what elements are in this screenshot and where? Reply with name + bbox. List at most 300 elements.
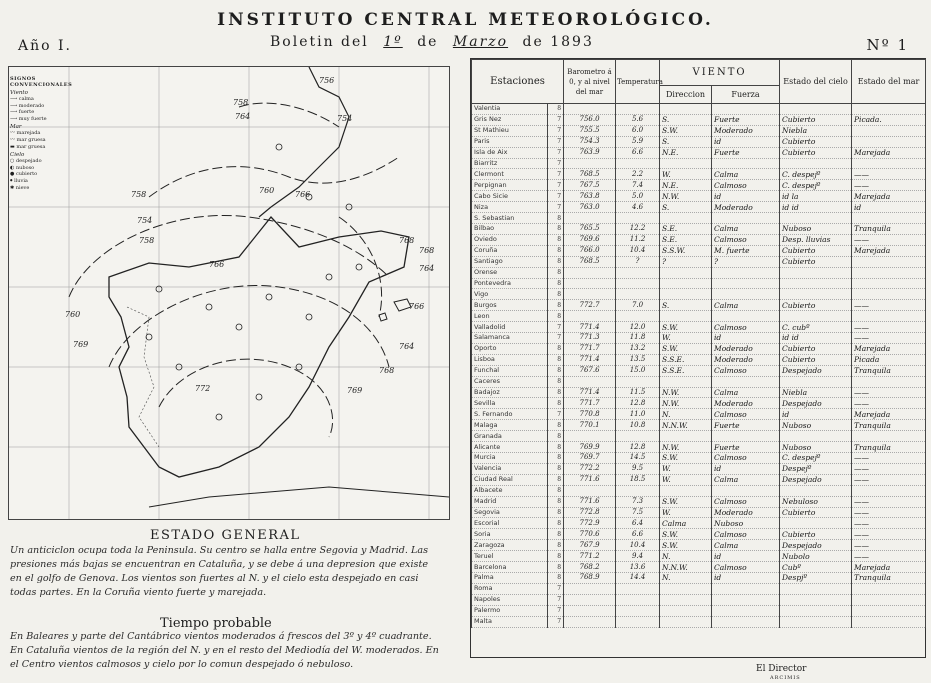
header-fuerza: Fuerza [712, 86, 780, 104]
station-name: Roma [472, 583, 548, 594]
wind-force: M. fuerte [712, 245, 780, 256]
wind-direction: N.W. [660, 387, 712, 398]
barometer-value: 768.5 [564, 169, 616, 180]
sea-state: —— [852, 169, 926, 180]
bulletin-day: 1º [383, 34, 403, 50]
isobar-label: 766 [409, 302, 425, 311]
obs-hour: 8 [548, 267, 564, 278]
table-row [472, 496, 926, 507]
barometer-value: 772.9 [564, 518, 616, 529]
station-name: Oviedo [472, 234, 548, 245]
sea-state [852, 136, 926, 147]
station-name: Alicante [472, 442, 548, 453]
station-name: Badajoz [472, 387, 548, 398]
temperature-value: 12.2 [616, 223, 660, 234]
isobar-label: 766 [209, 260, 225, 269]
wind-force: Calmoso [712, 322, 780, 333]
temperature-value: 7.5 [616, 507, 660, 518]
table-row [472, 562, 926, 573]
temperature-value: 9.5 [616, 463, 660, 474]
barometer-value: 770.1 [564, 420, 616, 431]
station-name: Biarritz [472, 158, 548, 169]
bulletin-de: de [417, 34, 439, 50]
table-row [472, 551, 926, 562]
station-name: Zaragoza [472, 540, 548, 551]
table-row [472, 267, 926, 278]
sky-state: Cubierto [780, 507, 852, 518]
sky-state [780, 594, 852, 605]
wind-force: Calmoso [712, 365, 780, 376]
sea-state [852, 158, 926, 169]
table-row [472, 354, 926, 365]
legend-item: ⟶ moderado [10, 102, 45, 109]
station-name: Murcia [472, 453, 548, 464]
station-name: Caceres [472, 376, 548, 387]
temperature-value: 11.5 [616, 387, 660, 398]
table-row [472, 202, 926, 213]
obs-hour: 7 [548, 583, 564, 594]
header-viento: VIENTO [660, 60, 780, 86]
sky-state: Cubº [780, 562, 852, 573]
header-estaciones: Estaciones [472, 60, 564, 104]
station-name: Soria [472, 529, 548, 540]
table-row [472, 540, 926, 551]
table-row [472, 572, 926, 583]
sea-state: Tranquila [852, 223, 926, 234]
temperature-value: 7.0 [616, 300, 660, 311]
wind-direction [660, 376, 712, 387]
sky-state: Cubierto [780, 245, 852, 256]
sky-state [780, 104, 852, 115]
sea-state: Picada. [852, 114, 926, 125]
legend-item: ⟶ fuerte [10, 109, 35, 116]
sky-state [780, 213, 852, 224]
isobar-label: 772 [195, 384, 211, 393]
barometer-value: 771.7 [564, 343, 616, 354]
temperature-value [616, 376, 660, 387]
wind-force: Calma [712, 474, 780, 485]
wind-direction [660, 594, 712, 605]
tiempo-probable-title: Tiempo probable [160, 616, 272, 631]
table-row [472, 136, 926, 147]
sea-state: —— [852, 463, 926, 474]
station-name: Burgos [472, 300, 548, 311]
temperature-value [616, 431, 660, 442]
station-marks [146, 144, 362, 420]
obs-hour: 8 [548, 474, 564, 485]
barometer-value: 769.6 [564, 234, 616, 245]
temperature-value: 18.5 [616, 474, 660, 485]
isobar-label: 764 [419, 264, 435, 273]
legend-item: ⟶ muy fuerte [10, 115, 47, 122]
obs-hour: 8 [548, 398, 564, 409]
obs-hour: 8 [548, 223, 564, 234]
barometer-value: 771.2 [564, 551, 616, 562]
barometer-value: 771.6 [564, 496, 616, 507]
station-name: Madrid [472, 496, 548, 507]
station-name: Granada [472, 431, 548, 442]
barometer-value [564, 289, 616, 300]
legend-mar-label: Mar [10, 124, 22, 131]
temperature-value: 6.0 [616, 125, 660, 136]
table-row [472, 616, 926, 627]
sky-state: Cubierto [780, 114, 852, 125]
station-name: Napoles [472, 594, 548, 605]
wind-direction: N.N.W. [660, 562, 712, 573]
wind-direction: S. [660, 136, 712, 147]
sky-state: Cubierto [780, 147, 852, 158]
station-name: Teruel [472, 551, 548, 562]
sea-state: Tranquila [852, 442, 926, 453]
wind-direction: S.W. [660, 125, 712, 136]
table-row [472, 474, 926, 485]
station-name: Bilbao [472, 223, 548, 234]
sea-state [852, 311, 926, 322]
isobar-label: 758 [139, 236, 155, 245]
wind-direction [660, 616, 712, 627]
bulletin-title: INSTITUTO CENTRAL METEOROLÓGICO. [217, 10, 714, 30]
obs-hour: 8 [548, 507, 564, 518]
table-row [472, 594, 926, 605]
wind-force [712, 583, 780, 594]
isobar-label: 768 [379, 366, 395, 375]
observations-table [471, 59, 926, 628]
barometer-value: 768.9 [564, 572, 616, 583]
sky-state: Niebla [780, 125, 852, 136]
barometer-value: 771.3 [564, 333, 616, 344]
obs-hour: 7 [548, 333, 564, 344]
barometer-value: 765.5 [564, 223, 616, 234]
wind-force [712, 104, 780, 115]
wind-direction: S.E. [660, 234, 712, 245]
sea-state [852, 267, 926, 278]
obs-hour: 8 [548, 311, 564, 322]
temperature-value: 5.6 [616, 114, 660, 125]
barometer-value: 756.0 [564, 114, 616, 125]
station-name: Valencia [472, 463, 548, 474]
table-row [472, 485, 926, 496]
iberia-coast [109, 217, 409, 477]
table-row [472, 453, 926, 464]
station-name: Paris [472, 136, 548, 147]
table-row [472, 125, 926, 136]
header-mar: Estado del mar [852, 60, 926, 104]
isobar-label: 769 [347, 386, 363, 395]
barometer-value: 771.4 [564, 322, 616, 333]
sky-state [780, 431, 852, 442]
wind-force: Fuerte [712, 420, 780, 431]
temperature-value: 11.8 [616, 333, 660, 344]
wind-direction [660, 158, 712, 169]
wind-direction [660, 605, 712, 616]
obs-hour: 7 [548, 322, 564, 333]
sea-state: Marejada [852, 343, 926, 354]
wind-direction: S.W. [660, 322, 712, 333]
barometer-value: 771.4 [564, 354, 616, 365]
sky-state: Nubolo [780, 551, 852, 562]
obs-hour: 7 [548, 136, 564, 147]
sky-state [780, 376, 852, 387]
station-name: Segovia [472, 507, 548, 518]
wind-force [712, 485, 780, 496]
director-signature: ARCIMIS [770, 675, 801, 681]
wind-direction [660, 278, 712, 289]
station-name: Salamanca [472, 333, 548, 344]
table-row [472, 191, 926, 202]
station-name: S. Sebastian [472, 213, 548, 224]
obs-hour: 7 [548, 125, 564, 136]
sky-state: Nuboso [780, 420, 852, 431]
temperature-value: 10.4 [616, 245, 660, 256]
barometer-value: 754.3 [564, 136, 616, 147]
temperature-value: 14.5 [616, 453, 660, 464]
wind-force [712, 605, 780, 616]
tiempo-probable-text: En Baleares y parte del Cantábrico vientos moderados á frescos del 3º y 4º cuadrante. En Cataluña vientos de la región del N. y en el resto del Mediodía del W. moderados. En el Centro vientos calmosos y cielo por lo comun despejado ó nebuloso. [10, 631, 439, 670]
barometer-value: 772.2 [564, 463, 616, 474]
wind-direction [660, 104, 712, 115]
temperature-value [616, 605, 660, 616]
table-row [472, 343, 926, 354]
isobar-label: 754 [137, 216, 153, 225]
temperature-value [616, 289, 660, 300]
temperature-value [616, 485, 660, 496]
obs-hour: 7 [548, 605, 564, 616]
station-name: Lisboa [472, 354, 548, 365]
sky-state: Cubierto [780, 354, 852, 365]
wind-direction: N.W. [660, 191, 712, 202]
wind-direction: N. [660, 409, 712, 420]
wind-direction: N. [660, 572, 712, 583]
table-row [472, 311, 926, 322]
isobar-label: 760 [259, 186, 275, 195]
bulletin-year: de 1893 [522, 34, 594, 50]
sea-state: —— [852, 540, 926, 551]
isobar-label: 754 [337, 114, 353, 123]
wind-force: Moderado [712, 507, 780, 518]
table-row [472, 322, 926, 333]
wind-force: Calmoso [712, 234, 780, 245]
temperature-value: 14.4 [616, 572, 660, 583]
obs-hour: 8 [548, 245, 564, 256]
table-row [472, 442, 926, 453]
isobar-label: 768 [419, 246, 435, 255]
wind-direction: ? [660, 256, 712, 267]
temperature-value: ? [616, 256, 660, 267]
wind-direction [660, 583, 712, 594]
barometer-value: 768.2 [564, 562, 616, 573]
wind-direction: S. [660, 114, 712, 125]
isobar-label: 756 [319, 76, 335, 85]
wind-force: Calma [712, 540, 780, 551]
obs-hour: 8 [548, 365, 564, 376]
barometer-value: 763.0 [564, 202, 616, 213]
table-row [472, 376, 926, 387]
sky-state: C. despejº [780, 453, 852, 464]
wind-direction: S.E. [660, 223, 712, 234]
sea-state: —— [852, 453, 926, 464]
table-row [472, 431, 926, 442]
temperature-value [616, 104, 660, 115]
table-row [472, 409, 926, 420]
station-name: Palma [472, 572, 548, 583]
wind-force: Moderado [712, 343, 780, 354]
wind-direction: S.W. [660, 496, 712, 507]
obs-hour: 7 [548, 409, 564, 420]
obs-hour: 7 [548, 202, 564, 213]
obs-hour: 8 [548, 540, 564, 551]
africa-coast [149, 487, 449, 507]
temperature-value [616, 278, 660, 289]
sea-state: —— [852, 518, 926, 529]
obs-hour: 8 [548, 463, 564, 474]
wind-direction: N. [660, 551, 712, 562]
temperature-value [616, 158, 660, 169]
sky-state: Despejado [780, 474, 852, 485]
header-direccion: Direccion [660, 86, 712, 104]
temperature-value: 13.5 [616, 354, 660, 365]
sea-state: —— [852, 529, 926, 540]
isobar-label: 768 [399, 236, 415, 245]
wind-force: Calmoso [712, 180, 780, 191]
wind-direction: W. [660, 474, 712, 485]
wind-force: Calma [712, 223, 780, 234]
sea-state: —— [852, 180, 926, 191]
balearic-islands [379, 299, 411, 321]
isobar-label: 758 [131, 190, 147, 199]
obs-hour: 8 [548, 278, 564, 289]
obs-hour: 7 [548, 114, 564, 125]
sky-state: id [780, 409, 852, 420]
barometer-value: 769.9 [564, 442, 616, 453]
temperature-value: 10.8 [616, 420, 660, 431]
wind-force: id [712, 572, 780, 583]
sky-state: Despejado [780, 365, 852, 376]
sea-state: —— [852, 474, 926, 485]
table-row [472, 169, 926, 180]
sea-state [852, 125, 926, 136]
obs-hour: 7 [548, 594, 564, 605]
temperature-value: 6.6 [616, 529, 660, 540]
table-row [472, 507, 926, 518]
station-name: Santiago [472, 256, 548, 267]
station-name: S. Fernando [472, 409, 548, 420]
obs-hour: 8 [548, 518, 564, 529]
legend-cielo-label: Cielo [10, 152, 25, 159]
wind-direction: N.N.W. [660, 420, 712, 431]
legend-item: ⦁ lluvia [10, 177, 28, 184]
legend-item: 〰 mar gruesa [10, 136, 46, 143]
legend-item: 〰 marejada [10, 130, 41, 137]
temperature-value: 12.0 [616, 322, 660, 333]
wind-direction: N.E. [660, 147, 712, 158]
station-name: Oporto [472, 343, 548, 354]
obs-hour: 8 [548, 442, 564, 453]
sea-state: —— [852, 234, 926, 245]
wind-direction: S.W. [660, 453, 712, 464]
obs-hour: 7 [548, 158, 564, 169]
sea-state: Picada [852, 354, 926, 365]
wind-direction [660, 267, 712, 278]
wind-force: id [712, 463, 780, 474]
wind-direction: S.S.E. [660, 354, 712, 365]
station-name: Gris Nez [472, 114, 548, 125]
wind-direction [660, 431, 712, 442]
barometer-value: 770.6 [564, 529, 616, 540]
obs-hour: 8 [548, 289, 564, 300]
barometer-value: 772.8 [564, 507, 616, 518]
temperature-value: 6.6 [616, 147, 660, 158]
station-name: Orense [472, 267, 548, 278]
sky-state: Cubierto [780, 529, 852, 540]
wind-force: Calmoso [712, 409, 780, 420]
sky-state: C. despejº [780, 180, 852, 191]
barometer-value [564, 485, 616, 496]
sky-state: Cubierto [780, 256, 852, 267]
barometer-value: 771.7 [564, 398, 616, 409]
wind-force [712, 213, 780, 224]
obs-hour: 7 [548, 616, 564, 627]
obs-hour: 8 [548, 300, 564, 311]
barometer-value: 769.7 [564, 453, 616, 464]
obs-hour: 8 [548, 551, 564, 562]
table-row [472, 114, 926, 125]
isobar-label: 760 [65, 310, 81, 319]
obs-hour: 8 [548, 234, 564, 245]
barometer-value [564, 104, 616, 115]
wind-force: Calma [712, 387, 780, 398]
wind-direction: N.W. [660, 398, 712, 409]
station-name: Cabo Sicie [472, 191, 548, 202]
station-name: Malaga [472, 420, 548, 431]
temperature-value: 12.8 [616, 398, 660, 409]
sea-state [852, 104, 926, 115]
temperature-value: 11.2 [616, 234, 660, 245]
wind-force: Moderado [712, 202, 780, 213]
sky-state: C. despejº [780, 169, 852, 180]
sea-state: —— [852, 398, 926, 409]
temperature-value: 11.0 [616, 409, 660, 420]
sea-state [852, 616, 926, 627]
barometer-value: 755.5 [564, 125, 616, 136]
station-name: Isla de Aix [472, 147, 548, 158]
wind-force [712, 158, 780, 169]
table-row [472, 147, 926, 158]
sea-state: —— [852, 300, 926, 311]
obs-hour: 8 [548, 256, 564, 267]
wind-force: id [712, 333, 780, 344]
temperature-value: 2.2 [616, 169, 660, 180]
obs-hour: 7 [548, 191, 564, 202]
barometer-value: 771.4 [564, 387, 616, 398]
obs-hour: 7 [548, 147, 564, 158]
station-name: Malta [472, 616, 548, 627]
wind-direction [660, 213, 712, 224]
table-row [472, 245, 926, 256]
sea-state: id [852, 202, 926, 213]
director-label: El Director [756, 664, 807, 674]
table-row [472, 180, 926, 191]
legend-item: ◐ nuboso [10, 164, 35, 171]
wind-force [712, 289, 780, 300]
temperature-value: 13.2 [616, 343, 660, 354]
wind-force [712, 431, 780, 442]
table-row [472, 518, 926, 529]
wind-direction: N.E. [660, 180, 712, 191]
sky-state: C. cubº [780, 322, 852, 333]
table-row [472, 420, 926, 431]
obs-hour: 8 [548, 572, 564, 583]
sky-state: Despejado [780, 540, 852, 551]
